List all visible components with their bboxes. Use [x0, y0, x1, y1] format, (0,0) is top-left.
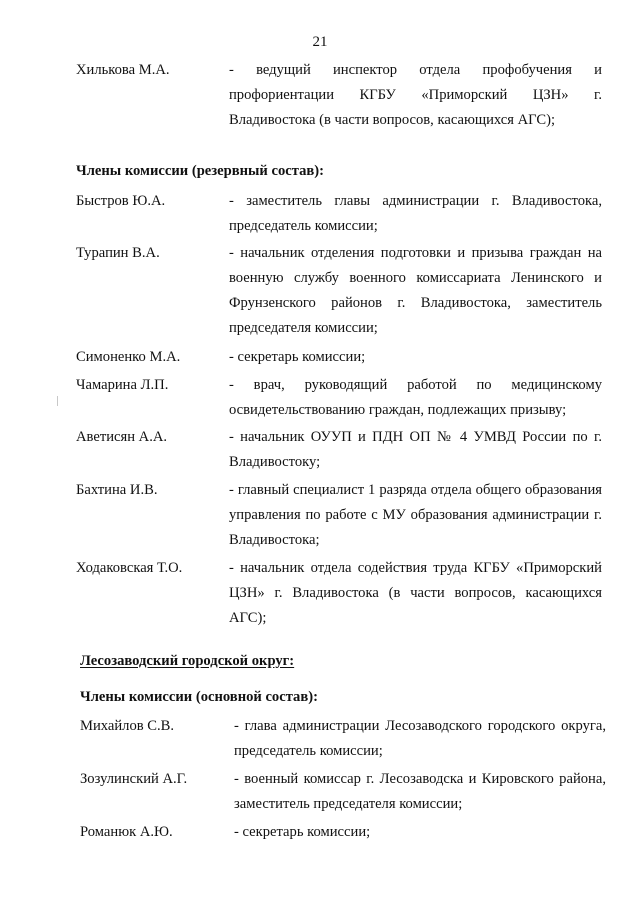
member-name: Бахтина И.В. — [76, 482, 158, 498]
member-name: Симоненко М.А. — [76, 349, 181, 365]
page-number: 21 — [312, 34, 328, 50]
member-role: - военный комиссар г. Лесозаводска и Кировского района, заместитель председателя комиссии; — [234, 771, 606, 812]
member-role: - заместитель главы администрации г. Владивостока, председатель комиссии; — [229, 193, 602, 234]
member-name: Турапин В.А. — [76, 245, 160, 261]
member-role: - начальник ОУУП и ПДН ОП № 4 УМВД России по г. Владивостоку; — [229, 429, 602, 470]
member-name: Романюк А.Ю. — [80, 824, 173, 840]
member-name: Чамарина Л.П. — [76, 377, 169, 393]
member-name: Ходаковская Т.О. — [76, 560, 183, 576]
scan-mark — [57, 396, 58, 406]
member-name: Михайлов С.В. — [80, 718, 175, 734]
member-role: - ведущий инспектор отдела профобучения и профориентации КГБУ «Приморский ЦЗН» г. Владивостока (в части вопросов, касающихся АГС); — [229, 62, 602, 128]
member-role: - глава администрации Лесозаводского городского округа, председатель комиссии; — [234, 718, 606, 759]
member-role: - врач, руководящий работой по медицинскому освидетельствованию граждан, подлежащих призыву; — [229, 377, 602, 418]
member-name: Быстров Ю.А. — [76, 193, 166, 209]
member-name: Зозулинский А.Г. — [80, 771, 188, 787]
section-heading-reserve: Члены комиссии (резервный состав): — [76, 163, 324, 179]
section-heading-main: Члены комиссии (основной состав): — [80, 689, 318, 705]
member-role: - секретарь комиссии; — [229, 349, 366, 365]
member-role: - главный специалист 1 разряда отдела общего образования управления по работе с МУ образования администрации г. Владивостока; — [229, 482, 602, 548]
member-role: - начальник отделения подготовки и призыва граждан на военную службу военного комиссариата Ленинского и Фрунзенского районов г. Владивостока, заместитель председателя комиссии; — [229, 245, 602, 336]
member-name: Хилькова М.А. — [76, 62, 170, 78]
member-role: - секретарь комиссии; — [234, 824, 371, 840]
district-heading: Лесозаводский городской округ: — [80, 653, 295, 669]
member-role: - начальник отдела содействия труда КГБУ «Приморский ЦЗН» г. Владивостока (в части вопросов, касающихся АГС); — [229, 560, 602, 626]
member-name: Аветисян А.А. — [76, 429, 168, 445]
